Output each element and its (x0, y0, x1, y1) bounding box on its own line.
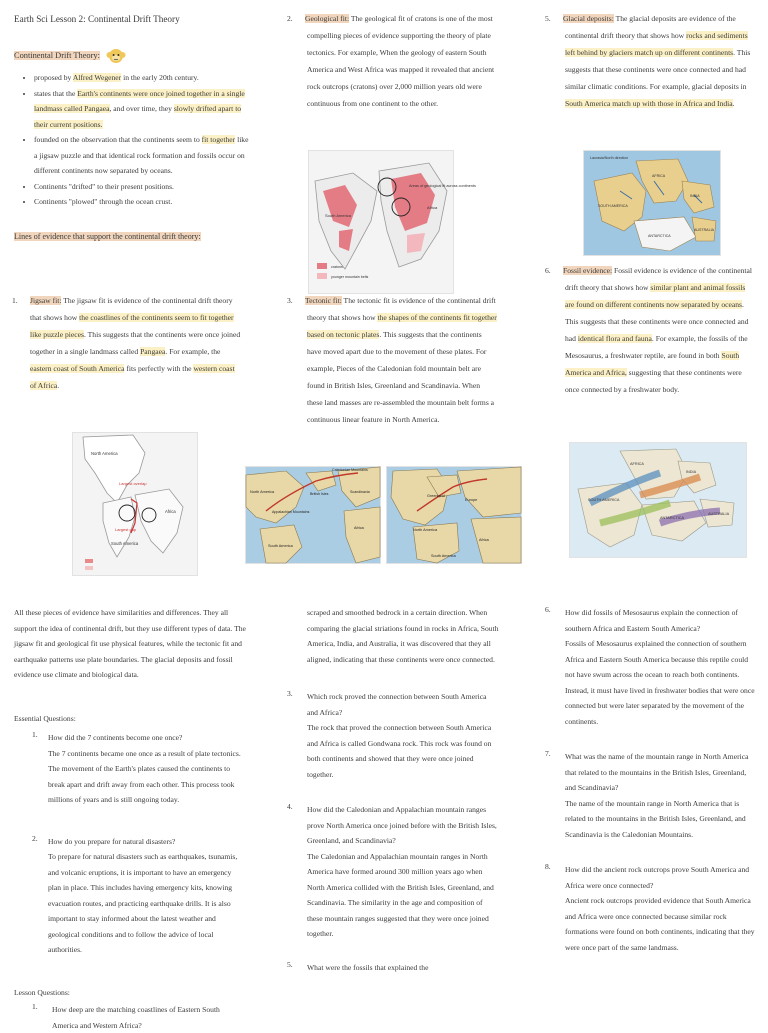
highlight: western coast of Africa (30, 364, 235, 390)
evidence-label: Geological fit: (305, 14, 350, 23)
list-number: 2. (287, 14, 293, 23)
text: The glacial deposits are evidence of the continental drift theory that shows how (565, 14, 736, 40)
monkey-icon (106, 46, 126, 66)
fig-label: AUSTRALIA (708, 512, 730, 516)
fig-label: Greenland (427, 494, 445, 498)
highlight: similar plant and animal fossils are found on different continents now separated by oceans (565, 283, 746, 309)
text: The jigsaw fit is evidence of the continental drift theory that shows how (30, 296, 233, 322)
cdt-bullet-list (14, 70, 250, 210)
eq-item (14, 730, 246, 808)
text: , and over time, they (109, 104, 174, 113)
list-number: 1. (12, 296, 18, 305)
lesson-questions (14, 986, 246, 1033)
text: . This suggests that these continents were once connected and had similar climatic conditions. For example, glacial deposits in (565, 48, 751, 91)
list-number: 1. (32, 730, 38, 739)
question-text: How did fossils of Mesosaurus explain the connection of southern Africa and Eastern South America? (565, 608, 738, 633)
text: Fossil evidence is evidence of the continental drift theory that shows how (565, 266, 752, 292)
answer-text: The Caledonian and Appalachian mountain ranges in North America have formed around 300 million years ago when North America collided with the British Isles, Greenland, and Scandinavia. The similarity in the age and composition of these mountain ranges suggested that they were once joined together. (307, 851, 494, 938)
highlight: South America and Africa, (565, 351, 740, 377)
lq-item (545, 605, 757, 729)
text: The geological fit of cratons is one of the most compelling pieces of evidence supporting the theory of plate tectonics. For example, When the geology of eastern South America and West Africa was mapped it revealed that ancient rock outcrops (cratons) over 2,000 million years old were continuous from one continent to the other. (307, 14, 495, 108)
tectonic-map-a (245, 466, 381, 564)
fig-label: Africa (427, 205, 438, 210)
fig-label: Caledonian Mountains (332, 468, 368, 472)
question-text: How did the 7 continents become one once? (48, 733, 183, 742)
lq-item (287, 959, 499, 976)
fig-label: cratons (331, 265, 343, 269)
lq-heading: Lesson Questions: (14, 988, 70, 997)
question-text: How deep are the matching coastlines of Eastern South America and Western Africa? (52, 1005, 220, 1030)
fig-label: North America (91, 451, 118, 456)
fig-label: Africa (354, 526, 364, 530)
fig-label: Scandinavia (350, 490, 370, 494)
highlight: identical flora and fauna (577, 334, 652, 343)
lq-item (287, 802, 499, 942)
text: . (732, 99, 735, 108)
fig-label: AFRICA (630, 462, 644, 466)
text: in the early 20th century. (121, 73, 199, 82)
fig-label: AFRICA (652, 174, 666, 178)
fig-label: North America (413, 528, 438, 532)
essential-questions (14, 712, 246, 958)
evidence-fossil (545, 262, 753, 398)
fig-label: South America (268, 544, 293, 548)
eq-item (14, 834, 246, 958)
answer-text: Ancient rock outcrops provided evidence that South America and Africa were once connected because similar rock formations were found on both continents, indicating that they were once part of the same landmass. (565, 896, 755, 952)
list-number: 7. (545, 749, 551, 758)
highlight: Earth's continents were once joined together in a single landmass called Pangaea (34, 88, 245, 113)
fig-label: South America (325, 213, 352, 218)
cdt-bullet (34, 70, 250, 86)
question-text: Which rock proved the connection between South America and Africa? (307, 692, 487, 717)
fig-label: ANTARCTICA (648, 234, 671, 238)
fig-label: Largest gap (115, 527, 137, 532)
list-number: 5. (545, 14, 551, 23)
question-text: How did the Caledonian and Appalachian mountain ranges prove North America once joined before with the British Isles, Greenland, and Scandinavia? (307, 805, 497, 845)
fig-label: ANTARCTICA (660, 516, 684, 520)
list-number: 3. (287, 296, 293, 305)
cdt-section (14, 46, 250, 66)
right-bottom-column (545, 605, 757, 955)
highlight: eastern coast of South America (30, 364, 125, 373)
continued-answer: scraped and smoothed bedrock in a certain direction. When comparing the glacial striations found in rocks in Africa, South America, India, and Australia, it was discovered that they all aligned, indicating that these continents were once connected. (307, 608, 499, 664)
answer-text: The name of the mountain range in North America that is related to the mountains in the British Isles, Greenland, and Scandinavia is the Caledonian Mountains. (565, 798, 746, 839)
cdt-bullet (34, 132, 250, 179)
list-number: 8. (545, 862, 551, 871)
fig-label: SOUTH AMERICA (588, 498, 620, 502)
text: proposed by (34, 73, 73, 82)
evidence-label: Tectonic fit: (305, 296, 342, 305)
fig-label: Laurasia/North direction (590, 156, 629, 160)
highlight: Alfred Wegener (72, 73, 122, 82)
text: . For example, the (165, 347, 221, 356)
fig-label: South America (431, 554, 456, 558)
lines-heading-wrap (14, 232, 250, 241)
text: . This suggests that the continents have moved apart due to the movement of these plates. For example, Pieces of the Caledonian fold mountain belt are found in British Isles, Greenland and Scandinavia. When these land masses are re-assembled the mountain belt forms a continuous linear feature in North America. (307, 330, 495, 424)
fig-label: North America (250, 490, 275, 494)
evidence-label: Fossil evidence: (563, 266, 613, 275)
list-number: 5. (287, 959, 293, 969)
lq-item (14, 1002, 246, 1033)
highlight: slowly drifted apart to their current positions. (34, 104, 242, 129)
fig-label: British Isles (310, 492, 329, 496)
middle-bottom-column (287, 605, 499, 975)
highlight: the shapes of the continents fit together based on tectonic plates (307, 313, 497, 339)
fig-label: South America (111, 541, 139, 546)
eq-heading: Essential Questions: (14, 714, 76, 723)
cdt-heading: Continental Drift Theory: (14, 50, 100, 60)
fig-label: INDIA (690, 194, 700, 198)
text: Continents "drifted" to their present positions. (34, 181, 174, 191)
evidence-geological (287, 10, 497, 112)
fig-label: Africa (165, 509, 176, 514)
highlight: the coastlines of the continents seem to fit together like puzzle pieces (30, 313, 234, 339)
list-number: 1. (32, 1002, 38, 1011)
text: . This suggests that the continents were once joined together in a single landmass called (30, 330, 241, 356)
glacial-map (583, 150, 721, 256)
lq-item (287, 689, 499, 782)
evidence-jigsaw (12, 292, 242, 394)
lines-heading: Lines of evidence that support the continental drift theory: (14, 231, 201, 241)
question-text: How did the ancient rock outcrops prove South America and Africa were once connected? (565, 865, 750, 890)
text: fits perfectly with the (124, 364, 194, 373)
page-title: Earth Sci Lesson 2: Continental Drift Theory (14, 14, 180, 24)
text: suggesting that these continents were once connected by a freshwater body. (565, 368, 742, 394)
answer-text: The rock that proved the connection between South America and Africa is called Gondwana rock. This rock was found on both continents and showed that they were once joined together. (307, 723, 492, 779)
highlight: fit together (201, 135, 236, 144)
craton-map (308, 150, 476, 294)
list-number: 6. (545, 266, 551, 275)
cdt-bullet (34, 179, 250, 195)
list-number: 3. (287, 689, 293, 698)
evidence-label: Jigsaw fit: (30, 296, 62, 305)
fig-label: Areas of geological fit across continents (409, 184, 476, 188)
answer-text: The 7 continents became one once as a result of plate tectonics. The movement of the Earth's plates caused the continents to break apart and drift away from each other. This process took millions of years and is still ongoing today. (48, 748, 241, 804)
question-text: What was the name of the mountain range in North America that related to the mountains in the British Isles, Greenland, and Scandinavia? (565, 752, 749, 792)
cdt-bullet (34, 86, 250, 133)
answer-text: Fossils of Mesosaurus explained the connection of southern Africa and Eastern South America because this reptile could not have swum across the ocean to reach both continents. Instead, it must have lived in freshwater bodies that were once connected but were later separated by the movement of the continents. (565, 639, 755, 726)
fig-label: Largest overlap (119, 481, 147, 486)
left-column-top (14, 12, 250, 241)
cdt-bullet (34, 194, 250, 210)
fig-label: Africa (479, 538, 489, 542)
highlight: South America match up with those in Africa and India (565, 99, 733, 108)
fossil-map (569, 442, 747, 558)
evidence-tectonic (287, 292, 497, 428)
text: The tectonic fit is evidence of the continental drift theory that shows how (307, 296, 496, 322)
text: Continents "plowed" through the ocean crust. (34, 197, 173, 206)
highlight: Pangaea (140, 347, 166, 356)
fig-label: AUSTRALIA (694, 228, 714, 232)
answer-text: To prepare for natural disasters such as earthquakes, tsunamis, and volcanic eruptions, it is important to have an emergency plan in place. This includes having emergency kits, knowing evacuation routes, and practicing earthquake drills. It is also important to stay informed about the latest weather and geological conditions and to follow the advice of local authorities. (48, 852, 238, 954)
text: founded on the observation that the continents seem to (34, 135, 202, 144)
question-text: What were the fossils that explained the (307, 962, 429, 972)
summary-block (14, 605, 246, 683)
list-number: 4. (287, 802, 293, 811)
text: . For example, the fossils of the Mesosaurus, a freshwater reptile, are found in both (565, 334, 748, 360)
list-number: 2. (32, 833, 38, 843)
fig-label: Appalachian Mountains (272, 510, 310, 514)
list-number: 6. (545, 605, 551, 614)
tectonic-map-b (386, 466, 522, 564)
text: . This suggests that these continents were once connected and had (565, 300, 749, 343)
evidence-glacial (545, 10, 753, 112)
text: . (57, 381, 60, 390)
lq-item (545, 749, 757, 842)
lq-item (545, 862, 757, 955)
text: states that the (34, 88, 78, 98)
evidence-label: Glacial deposits: (563, 14, 614, 23)
text: like a jigsaw puzzle and that identical rock formation and fossils occur on different continents now separated by oceans. (34, 135, 249, 175)
jigsaw-fit-map (72, 432, 198, 576)
question-text: How do you prepare for natural disasters? (48, 836, 176, 846)
summary-text: All these pieces of evidence have similarities and differences. They all support the idea of continental drift, but they use different types of data. The jigsaw fit and geological fit use physical features, while the tectonic fit and earthquake patterns use plate boundaries. The glacial deposits and fossil evidence use climate and biological data. (14, 608, 246, 679)
fig-label: SOUTH AMERICA (598, 204, 628, 208)
highlight: rocks and sediments left behind by glaciers match up on different continents (565, 31, 748, 57)
fig-label: Europe (465, 498, 478, 502)
fig-label: younger mountain belts (331, 275, 369, 279)
fig-label: INDIA (686, 470, 697, 474)
